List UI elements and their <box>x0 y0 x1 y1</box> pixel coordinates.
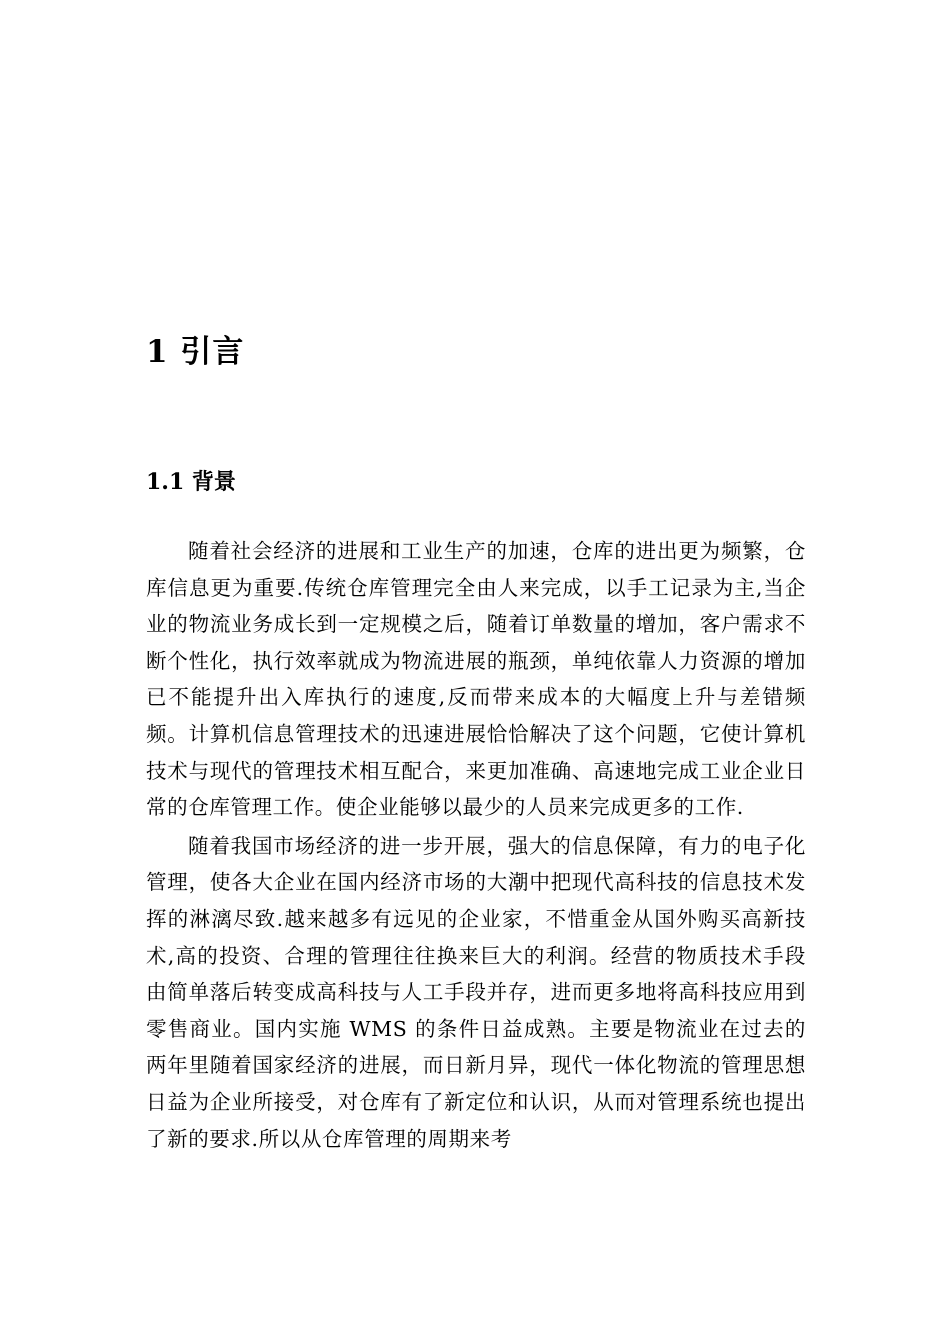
document-body <box>146 533 806 1157</box>
paragraph: 随着社会经济的进展和工业生产的加速，仓库的进出更为频繁，仓库信息更为重要.传统仓库管理完全由人来完成，以手工记录为主,当企业的物流业务成长到一定规模之后，随着订单数量的增加，客户需求不断个性化，执行效率就成为物流进展的瓶颈，单纯依靠人力资源的增加已不能提升出入库执行的速度,反而带来成本的大幅度上升与差错频频。计算机信息管理技术的迅速进展恰恰解决了这个问题，它使计算机技术与现代的管理技术相互配合，来更加准确、高速地完成工业企业日常的仓库管理工作。使企业能够以最少的人员来完成更多的工作. <box>146 539 806 820</box>
chapter-title: 1 引言 <box>146 334 245 370</box>
section-title: 1.1 背景 <box>146 469 236 495</box>
paragraph: 随着我国市场经济的进一步开展，强大的信息保障，有力的电子化管理，使各大企业在国内经济市场的大潮中把现代高科技的信息技术发挥的淋漓尽致.越来越多有远见的企业家，不惜重金从国外购买高新技术,高的投资、合理的管理往往换来巨大的利润。经营的物质技术手段由简单落后转变成高科技与人工手段并存，进而更多地将高科技应用到零售商业。国内实施 WMS 的条件日益成熟。主要是物流业在过去的两年里随着国家经济的进展，而日新月异，现代一体化物流的管理思想日益为企业所接受，对仓库有了新定位和认识，从而对管理系统也提出了新的要求.所以从仓库管理的周期来考 <box>146 833 806 1151</box>
